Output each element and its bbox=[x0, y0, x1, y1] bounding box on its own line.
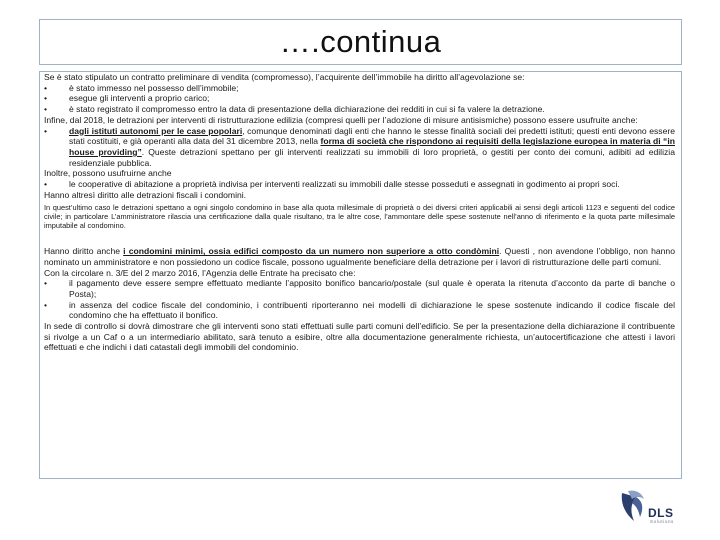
list-item bbox=[44, 104, 675, 115]
highlight-text: i condomini minimi, ossia edifici composto da un numero non superiore a otto condòmini bbox=[123, 246, 500, 257]
list-item bbox=[44, 278, 675, 299]
list-item bbox=[44, 93, 675, 104]
list-item bbox=[44, 126, 675, 169]
intro-paragraph: Se è stato stipulato un contratto preliminare di vendita (compromesso), l’acquirente dell’immobile ha diritto all’agevolazione se: bbox=[44, 72, 525, 82]
list-item-text: è stato registrato il compromesso entro la data di presentazione della dichiarazione dei redditi in cui si fa valere la detrazione. bbox=[69, 104, 545, 115]
list-item-text: esegue gli interventi a proprio carico; bbox=[69, 93, 210, 104]
bullet: • bbox=[44, 179, 48, 190]
body-text: . Questi , non avendone l’obbligo, non hanno nominato un amministratore e non possiedono un codice fiscale, possono ugualmente beneficiare della detrazione per i lavori di ristrutturazione delle parti comuni. bbox=[44, 246, 675, 267]
page-title: ….continua bbox=[279, 24, 442, 59]
list-item-text: il pagamento deve essere sempre effettuato mediante l’apposito bonifico bancario/postale (sul quale è operata la ritenuta d’acconto da parte di banche o Posta); bbox=[69, 278, 675, 299]
paragraph-condomini-minimi bbox=[44, 246, 675, 267]
paragraph-condomini: Hanno altresì diritto alle detrazioni fiscali i condomini. bbox=[44, 189, 247, 200]
paragraph-2018: Infine, dal 2018, le detrazioni per interventi di ristrutturazione edilizia (compresi quelli per l’adozione di misure antisismiche) possono essere usufruite anche: bbox=[44, 114, 638, 125]
logo-name: DLS bbox=[648, 506, 674, 520]
paragraph-inoltre: Inoltre, possono usufruirne anche bbox=[44, 168, 172, 179]
list-item-text: in assenza del codice fiscale del condominio, i contribuenti riporteranno nei modelli di dichiarazione le spese sostenute indicando il codice fiscale del condomino che ha effettuato il bonifico. bbox=[69, 299, 675, 321]
body-text: Hanno diritto anche bbox=[44, 246, 124, 257]
highlight-text: forma di società che rispondono ai requisiti della legislazione europea in materia di “in house providing” bbox=[69, 136, 675, 157]
note-paragraph: In quest’ultimo caso le detrazioni spettano a ogni singolo condomino in base alla quota millesimale di proprietà o dei diversi criteri applicabili ai sensi degli articoli 1123 e seguenti del codice civile; in particolare L’amministratore rilascia una certificazione dalla quale risultano, tra le altre cose, l’ammontare delle spese sostenute nell’anno di riferimento e la quota parte millesimale imputabile al condomino. bbox=[44, 203, 675, 231]
title-box bbox=[39, 19, 682, 65]
list-item bbox=[44, 300, 675, 321]
list-item-text: le cooperative di abitazione a proprietà indivisa per interventi realizzati su immobili dalle stesse posseduti e assegnati in godimento ai propri soci. bbox=[69, 179, 620, 190]
list-item-text: è stato immesso nel possesso dell’immobile; bbox=[69, 82, 239, 93]
bullet: • bbox=[44, 299, 48, 310]
body-text: . Queste detrazioni spettano per gli interventi realizzati su immobili di loro proprietà, o gestiti per conto dei comuni, adibiti ad edilizia residenziale pubblica. bbox=[69, 146, 675, 168]
list-item bbox=[44, 83, 675, 94]
bullet: • bbox=[44, 125, 48, 136]
list-item bbox=[44, 179, 675, 190]
paragraph-circolare: Con la circolare n. 3/E del 2 marzo 2016, l’Agenzia delle Entrate ha precisato che: bbox=[44, 267, 356, 278]
highlight-text: dagli istituti autonomi per le case popolari bbox=[69, 125, 243, 136]
bullet: • bbox=[44, 93, 48, 104]
bullet: • bbox=[44, 82, 48, 93]
logo-subtitle: Solutions bbox=[650, 519, 674, 524]
content-box bbox=[39, 71, 682, 479]
paragraph-controllo: In sede di controllo si dovrà dimostrare che gli interventi sono stati effettuati sulle parti comuni dell’edificio. Se per la presentazione della dichiarazione il contribuente si rivolge a un Caf o a un intermediario abilitato, sarà tenuto a esibire, oltre alla documentazione generalmente richiesta, un’autocertificazione che attesti i lavori effettuati e che indichi i dati catastali degli immobili del condominio. bbox=[44, 321, 675, 353]
bullet: • bbox=[44, 104, 48, 115]
list-item-text bbox=[69, 126, 675, 169]
body-text: , comunque denominati dagli enti che hanno le stesse finalità sociali dei predetti istituti; questi enti devono essere stati costituiti, e già operanti alla data del 31 dicembre 2013, nella bbox=[69, 125, 675, 147]
bullet: • bbox=[44, 278, 48, 289]
